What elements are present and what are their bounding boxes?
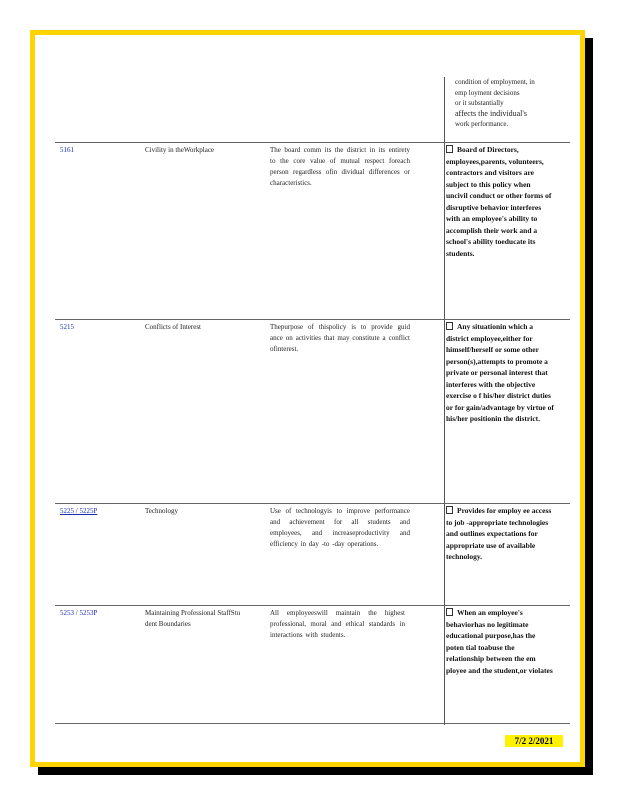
policy-description: The board comm its the district in its entirety to the core value of mutual respect foreach person regardless ofin dividual differences or characteristics.	[270, 146, 410, 187]
policy-summary-text: Board of Directors, employees,parents, volunteers, contractors and visitors are subject to this policy when uncivil conduct or other forms of disruptive behavior interferes with an employee's ability to accomplish their work and a school's ability toeducate its students.	[446, 145, 552, 258]
continued-line: work performance.	[455, 120, 509, 128]
bullet-icon	[446, 506, 453, 514]
policy-summary	[446, 321, 554, 425]
bullet-icon	[446, 608, 453, 616]
policy-description: Use of technologyis to improve performance and achievement for all students and employees, and increaseproductivity and efficiency in day -to -day operations.	[270, 507, 410, 548]
policy-summary	[446, 144, 554, 259]
row-divider	[55, 605, 570, 606]
continued-summary	[455, 77, 567, 130]
column-divider	[444, 77, 445, 725]
row-divider	[55, 319, 570, 320]
policy-summary-text: Any situationin which a district employee,either for himself/herself or some other person(s),attempts to promote a private or personal interest that interferes with the objective exercise o f his/her district duties or for gain/advantage by virtue of his/her positionin the district.	[446, 322, 554, 423]
continued-line: condition of employment, in	[455, 78, 535, 86]
bullet-icon	[446, 145, 453, 153]
row-divider	[55, 723, 570, 724]
policy-summary	[446, 505, 554, 563]
policy-code[interactable]: 5161	[60, 146, 74, 154]
policy-title: Maintaining Professional StaffStu dent Boundaries	[145, 609, 241, 628]
continued-line: affects the individual's	[455, 108, 527, 118]
row-divider	[55, 142, 570, 143]
policy-table	[35, 35, 580, 762]
policy-title: Conflicts of Interest	[145, 323, 201, 331]
policy-summary-text: When an employee's behaviorhas no legitimate educational purpose,has the poten tial toabuse the relationship between the em ployee and the student,or violates	[446, 608, 553, 675]
policy-title: Technology	[145, 507, 178, 515]
footer-date: 7/2 2/2021	[505, 735, 563, 747]
policy-code-link[interactable]: 5225 / 5225P	[60, 507, 98, 515]
row-divider	[55, 503, 570, 504]
policy-summary-text: Provides for employ ee access to job -appropriate technologies and outlines expectations for appropriate use of available technology.	[446, 506, 552, 561]
policy-summary	[446, 607, 554, 676]
bullet-icon	[446, 322, 453, 330]
continued-line: or it substantially	[455, 99, 504, 107]
continued-line: emp loyment decisions	[455, 88, 520, 97]
policy-code[interactable]: 5215	[60, 323, 74, 331]
policy-code[interactable]: 5253 / 5253P	[60, 609, 98, 617]
page-frame	[30, 30, 585, 767]
policy-title: Civility in theWorkplace	[145, 146, 215, 154]
policy-description: Thepurpose of thispolicy is to provide guid ance on activities that may constitute a conflict ofinterest.	[270, 323, 410, 353]
policy-description: All employeeswill maintain the highest professional, moral and ethical standards in interactions with students.	[270, 609, 405, 639]
